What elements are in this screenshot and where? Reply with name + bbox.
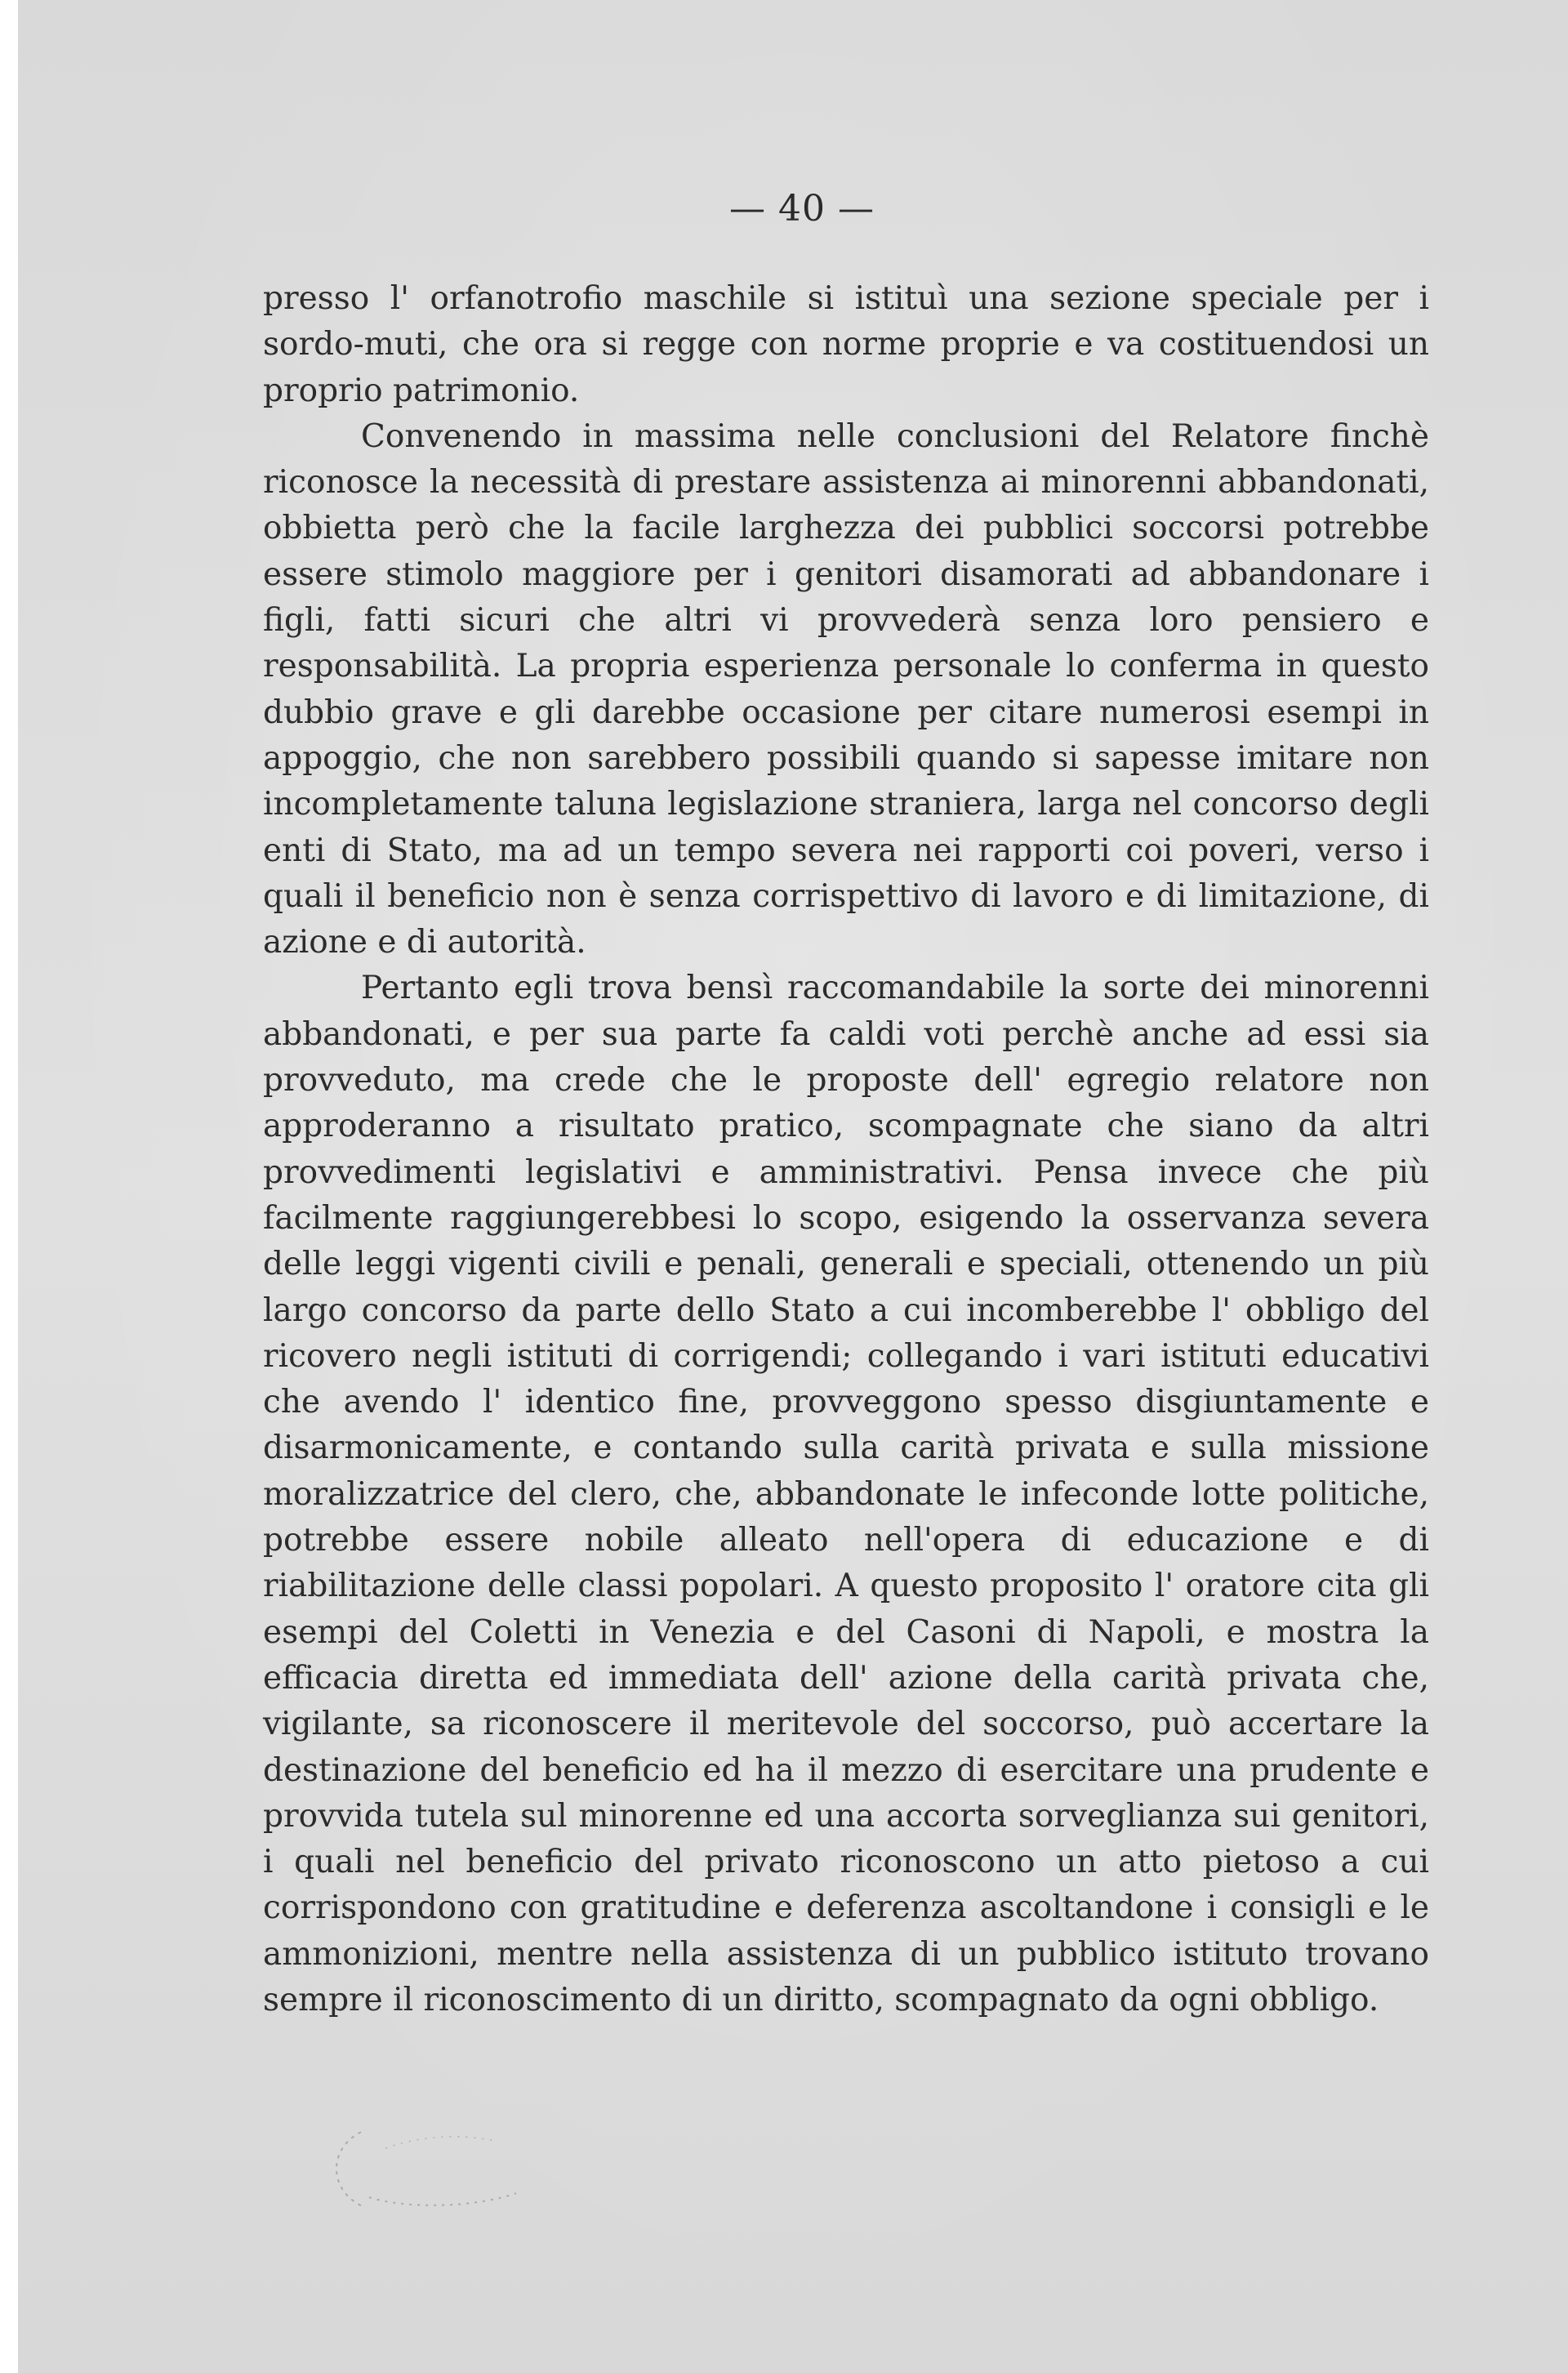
body-text xyxy=(263,276,1429,2023)
library-stamp-mark xyxy=(312,2116,557,2222)
paragraph-3: Pertanto egli trova bensì raccomandabile la sorte dei minorenni abbandonati, e per sua parte fa caldi voti perchè anche ad essi sia provveduto, ma crede che le proposte dell' egregio relatore non approderanno a risultato pratico, scompagnate che siano da altri provvedimenti legislativi e amministrativi. Pensa invece che più facilmente raggiungerebbesi lo scopo, esigendo la osservanza severa delle leggi vigenti civili e penali, generali e speciali, ottenendo un più largo concorso da parte dello Stato a cui incomberebbe l' obbligo del ricovero negli istituti di corrigendi; collegando i vari istituti educativi che avendo l' identico fine, provveggono spesso disgiuntamente e disarmonicamente, e contando sulla carità privata e sulla missione moralizzatrice del clero, che, abbandonate le infeconde lotte politiche, potrebbe essere nobile alleato nell'opera di educazione e di riabilitazione delle classi popolari. A questo proposito l' oratore cita gli esempi del Coletti in Venezia e del Casoni di Napoli, e mostra la efficacia diretta ed immediata dell' azione della carità privata che, vigilante, sa riconoscere il meritevole del soccorso, può accertare la destinazione del beneficio ed ha il mezzo di esercitare una prudente e provvida tutela sul minorenne ed una accorta sorveglianza sui genitori, i quali nel beneficio del privato riconoscono un atto pietoso a cui corrispondono con gratitudine e deferenza ascoltandone i consigli e le ammonizioni, mentre nella assistenza di un pubblico istituto trovano sempre il riconoscimento di un diritto, scompagnato da ogni obbligo. xyxy=(263,970,1429,2018)
paragraph-2: Convenendo in massima nelle conclusioni del Relatore finchè riconosce la necessità di prestare assistenza ai minorenni abbandonati, obbietta però che la facile larghezza dei pubblici soccorsi potrebbe essere stimolo maggiore per i genitori disamorati ad abbandonare i figli, fatti sicuri che altri vi provvederà senza loro pensiero e responsabilità. La propria esperienza personale lo conferma in questo dubbio grave e gli darebbe occasione per citare numerosi esempi in appoggio, che non sarebbero possibili quando si sapesse imitare non incompletamente taluna legislazione straniera, larga nel concorso degli enti di Stato, ma ad un tempo severa nei rapporti coi poveri, verso i quali il beneficio non è senza corrispettivo di lavoro e di limitazione, di azione e di autorità. xyxy=(263,417,1429,961)
scanned-page xyxy=(18,0,1568,2373)
paragraph-1: presso l' orfanotrofio maschile si istituì una sezione speciale per i sordo-muti, che ora si regge con norme proprie e va costituendosi un proprio patrimonio. xyxy=(263,280,1429,409)
page-number: — 40 — xyxy=(729,188,875,230)
